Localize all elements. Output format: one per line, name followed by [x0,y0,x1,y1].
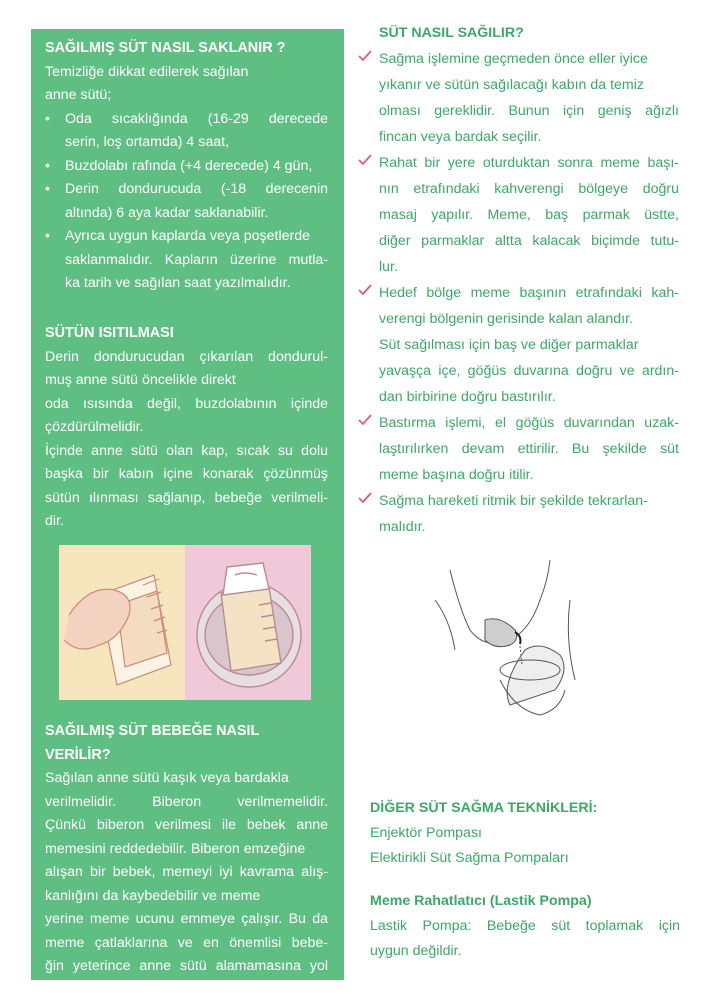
checkmark-icon [357,48,373,64]
other-techniques-heading: DİĞER SÜT SAĞMA TEKNİKLERİ: [370,796,680,821]
feeding-line: verilmelidir. Biberon verilmemelidir. [45,791,328,815]
checkmark-icon [357,490,373,506]
storage-bullet [45,155,328,179]
feeding-heading: SAĞILMIŞ SÜT BEBEĞE NASIL VERİLİR? [45,720,328,767]
feeding-line: Sağılan anne sütü kaşık veya bardakla [45,767,328,791]
step-line: diğer parmaklar altta kalacak biçimde tutu- [379,228,679,254]
warming-line: çözdürülmelidir. [45,416,328,440]
technique-item: Enjektör Pompası [370,821,680,846]
step-line: yavaşça içe, göğüs duvarına doğru ve ardın- [379,358,679,384]
bullet-dot: • [45,155,50,179]
feeding-line: ğin yeterince anne sütü alamamasına yol [45,955,328,979]
bullet-line: Buzdolabı rafında (+4 derecede) 4 gün, [65,155,328,179]
step-line: Süt sağılması için baş ve diğer parmaklar [379,332,679,358]
expressing-step [357,488,679,540]
expressing-heading: SÜT NASIL SAĞILIR? [357,20,679,46]
technique-item: Elektirikli Süt Sağma Pompaları [370,846,680,871]
step-line: yıkanır ve sütün sağılacağı kabın da temiz [379,72,679,98]
bullet-line: Ayrıca uygun kaplarda veya poşetlerde [65,225,328,249]
step-line: Hedef bölge meme başının etrafındaki kah- [379,280,679,306]
expressing-step [357,280,679,410]
breast-reliever-line: Lastik Pompa: Bebeğe süt toplamak için [370,914,680,939]
expressing-section [357,20,679,540]
breast-reliever-section [370,889,680,964]
step-line: Sağma işlemine geçmeden önce eller iyice [379,46,679,72]
feeding-section [45,720,328,1002]
step-line: malıdır. [379,514,679,540]
checkmark-icon [357,412,373,428]
storage-intro-line: Temizliğe dikkat edilerek sağılan [45,61,328,85]
expressing-step [357,410,679,488]
step-line: laştırılırken devam ettirilir. Bu şekilde süt [379,436,679,462]
expressing-step [357,150,679,280]
step-line: masaj yapılır. Meme, baş parmak üstte, [379,202,679,228]
left-panel [31,29,344,980]
warming-line: başka bir kabın içine konarak çözünmüş [45,463,328,487]
step-line: nın etrafındaki kahverengi bölgeye doğru [379,176,679,202]
bullet-line: Oda sıcaklığında (16-29 derecede [65,108,328,132]
storage-bullet [45,108,328,155]
step-line: Rahat bir yere oturduktan sonra meme başı- [379,150,679,176]
storage-bullet [45,225,328,296]
step-line: fincan veya bardak seçilir. [379,124,679,150]
milk-bag-illustration [59,545,311,700]
bullet-dot: • [45,108,50,132]
bullet-line: altında) 6 aya kadar saklanabilir. [65,202,328,226]
feeding-line: kanlığını da kaybedebilir ve meme [45,885,328,909]
warming-line: Derin dondurucudan çıkarılan dondurul- [45,346,328,370]
warming-section [45,322,328,534]
bullet-line: saklanmalıdır. Kapların üzerine mutla- [65,249,328,273]
storage-bullet [45,178,328,225]
storage-section [45,37,328,296]
step-line: verengi bölgenin gerisinde kalan alandır. [379,306,679,332]
storage-heading: SAĞILMIŞ SÜT NASIL SAKLANIR ? [45,37,328,61]
step-line: dan birbirine doğru bastırılır. [379,384,679,410]
other-techniques-section [370,796,680,871]
warming-line: İçinde anne sütü olan kap, sıcak su dolu [45,440,328,464]
checkmark-icon [357,282,373,298]
bullet-line: ka tarih ve sağılan saat yazılmalıdır. [65,272,328,296]
expressing-step [357,46,679,150]
feeding-line: yerine meme ucunu emmeye çalışır. Bu da [45,908,328,932]
step-line: lur. [379,254,679,280]
feeding-line: meme çatlaklarına ve en önemlisi bebe- [45,932,328,956]
checkmark-icon [357,152,373,168]
bullet-dot: • [45,225,50,249]
warming-line: oda ısısında değil, buzdolabının içinde [45,393,328,417]
step-line: Sağma hareketi ritmik bir şekilde tekrarlan- [379,488,679,514]
warming-heading: SÜTÜN ISITILMASI [45,322,328,346]
bullet-line: Derin dondurucuda (-18 derecenin [65,178,328,202]
bullet-dot: • [45,178,50,202]
warming-line: dir. [45,510,328,534]
step-line: meme başına doğru itilir. [379,462,679,488]
feeding-line: alışan bir bebek, memeyi iyi kavrama alış- [45,861,328,885]
warming-line: muş anne sütü öncelikle direkt [45,369,328,393]
breast-reliever-line: uygun değildir. [370,939,680,964]
bullet-line: serin, loş ortamda) 4 saat, [65,131,328,155]
step-line: Bastırma işlemi, el göğüs duvarından uzak- [379,410,679,436]
breast-reliever-heading: Meme Rahatlatıcı (Lastik Pompa) [370,889,680,914]
warming-line: sütün ılınması sağlanıp, bebeğe verilmeli- [45,487,328,511]
storage-intro-line: anne sütü; [45,84,328,108]
feeding-line: memesini reddedebilir. Biberon emzeğine [45,838,328,862]
feeding-line: açar. [45,979,328,1002]
step-line: olması gereklidir. Bunun için geniş ağızlı [379,98,679,124]
feeding-line: Çünkü biberon verilmesi ile bebek anne [45,814,328,838]
hand-expression-drawing [430,560,580,720]
